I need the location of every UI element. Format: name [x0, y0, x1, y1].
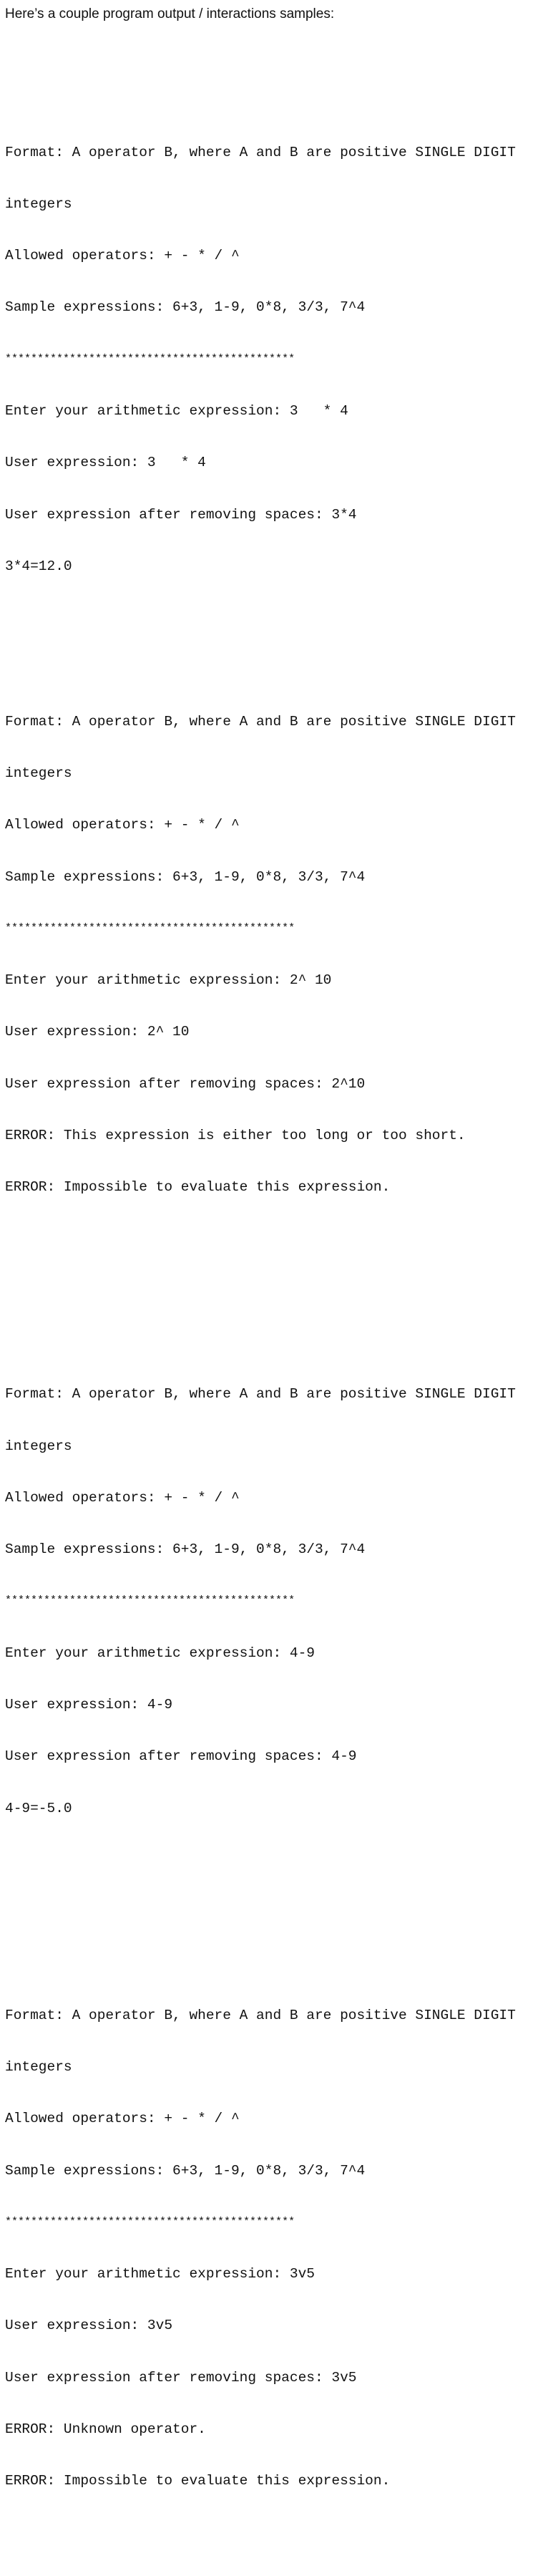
program-output [5, 40, 532, 2576]
document [5, 0, 532, 2576]
format-line: Format: A operator B, where A and B are positive SINGLE DIGIT [5, 144, 516, 160]
blank-line [5, 1230, 532, 1247]
after-spaces-line: User expression after removing spaces: 2^10 [5, 1075, 366, 1092]
result-line: 3*4=12.0 [5, 558, 72, 574]
session-2 [5, 678, 532, 1282]
allowed-operators-line: Allowed operators: + - * / ^ [5, 2111, 240, 2127]
allowed-operators-line: Allowed operators: + - * / ^ [5, 817, 240, 833]
error-line: ERROR: Impossible to evaluate this expression. [5, 2473, 391, 2489]
format-line: Format: A operator B, where A and B are positive SINGLE DIGIT [5, 2007, 516, 2023]
format-line-cont: integers [5, 2058, 72, 2075]
prompt-line: Enter your arithmetic expression: 3v5 [5, 2266, 315, 2282]
sample-expressions-line: Sample expressions: 6+3, 1-9, 0*8, 3/3, 7^4 [5, 299, 366, 316]
separator-line: ********************************************* [5, 1594, 295, 1607]
after-spaces-line: User expression after removing spaces: 3v5 [5, 2369, 357, 2386]
error-line: ERROR: Impossible to evaluate this expression. [5, 1179, 391, 1196]
prompt-line: Enter your arithmetic expression: 4-9 [5, 1645, 315, 1661]
intro-text: Here’s a couple program output / interactions samples: [5, 6, 335, 21]
allowed-operators-line: Allowed operators: + - * / ^ [5, 1489, 240, 1506]
after-spaces-line: User expression after removing spaces: 4-9 [5, 1748, 357, 1765]
sample-expressions-line: Sample expressions: 6+3, 1-9, 0*8, 3/3, 7^4 [5, 868, 366, 885]
separator-line: ********************************************* [5, 2215, 295, 2228]
user-expression-line: User expression: 3v5 [5, 2318, 173, 2334]
separator-line: ********************************************* [5, 352, 295, 365]
format-line-cont: integers [5, 195, 72, 212]
format-line-cont: integers [5, 765, 72, 781]
prompt-line: Enter your arithmetic expression: 2^ 10 [5, 972, 332, 989]
result-line: 4-9=-5.0 [5, 1800, 72, 1816]
session-4 [5, 1972, 532, 2524]
separator-line: ********************************************* [5, 921, 295, 934]
session-3 [5, 1351, 532, 1903]
session-1 [5, 109, 532, 609]
after-spaces-line: User expression after removing spaces: 3*4 [5, 506, 357, 523]
user-expression-line: User expression: 3 * 4 [5, 455, 206, 471]
allowed-operators-line: Allowed operators: + - * / ^ [5, 248, 240, 264]
error-line: ERROR: Unknown operator. [5, 2421, 206, 2437]
blank-line [5, 1851, 532, 1869]
user-expression-line: User expression: 4-9 [5, 1697, 173, 1713]
error-line: ERROR: This expression is either too long or too short. [5, 1127, 466, 1143]
format-line: Format: A operator B, where A and B are positive SINGLE DIGIT [5, 1386, 516, 1403]
sample-expressions-line: Sample expressions: 6+3, 1-9, 0*8, 3/3, 7^4 [5, 1541, 366, 1558]
format-line: Format: A operator B, where A and B are positive SINGLE DIGIT [5, 713, 516, 730]
format-line-cont: integers [5, 1438, 72, 1454]
user-expression-line: User expression: 2^ 10 [5, 1024, 190, 1040]
prompt-line: Enter your arithmetic expression: 3 * 4 [5, 402, 348, 419]
sample-expressions-line: Sample expressions: 6+3, 1-9, 0*8, 3/3, 7^4 [5, 2162, 366, 2179]
